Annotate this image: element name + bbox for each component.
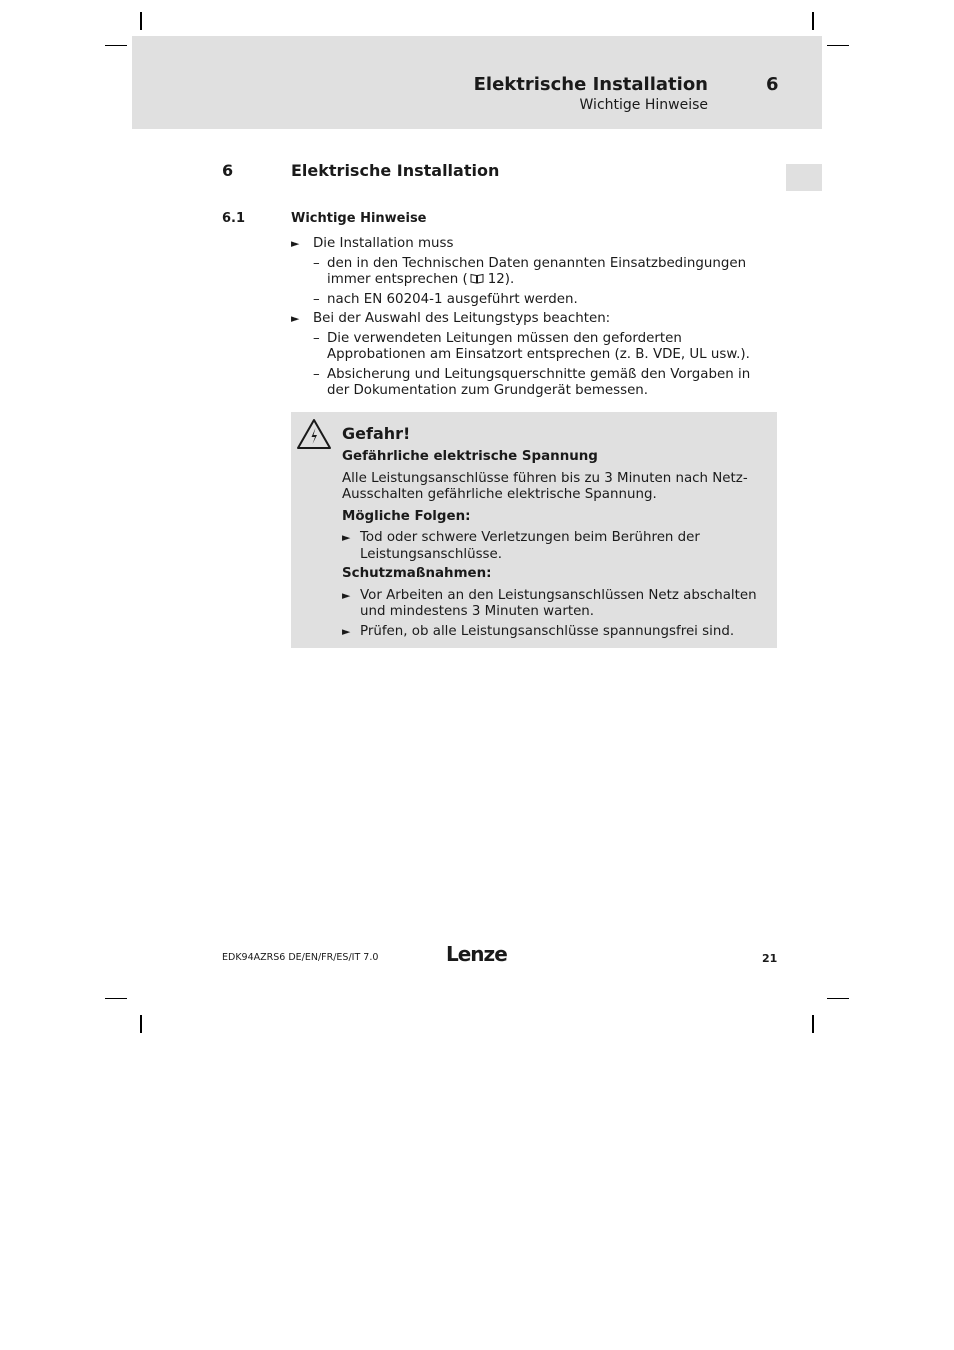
chapter-tab-marker (786, 164, 822, 191)
page-reference: 12). (487, 272, 515, 287)
list-item-text: Bei der Auswahl des Leitungstyps beachten: (313, 311, 611, 326)
danger-title: Gefahr! (342, 424, 411, 443)
subsection-title: Wichtige Hinweise (291, 211, 427, 226)
consequences-label: Mögliche Folgen: (342, 508, 471, 524)
sub-list-item (291, 331, 771, 364)
dash-marker: – (313, 291, 320, 307)
sub-list-item (291, 256, 771, 289)
sub-list-item-text: den in den Technischen Daten genannten Einsatzbedingungen immer entsprechen ( (327, 255, 747, 287)
book-reference-icon (470, 273, 484, 284)
dash-marker: – (313, 255, 320, 271)
crop-mark-bottom-right-horizontal (827, 998, 849, 999)
list-item-text: Die Installation muss (313, 236, 454, 251)
bullet-marker: ► (291, 237, 300, 250)
consequence-item (342, 530, 772, 563)
lenze-logo: Lenze (446, 942, 507, 966)
crop-mark-bottom-right-vertical (812, 1015, 814, 1033)
section-number: 6 (222, 161, 234, 180)
header-title: Elektrische Installation (473, 74, 708, 95)
danger-text: Alle Leistungsanschlüsse führen bis zu 3 Minuten nach Netz-Ausschalten gefährliche elektrische Spannung. (342, 470, 748, 502)
measures-label: Schutzmaßnahmen: (342, 566, 492, 581)
crop-mark-top-right-horizontal (827, 45, 849, 46)
subsection-number: 6.1 (222, 211, 246, 226)
section-title: Elektrische Installation (291, 161, 500, 180)
dash-marker: – (313, 330, 320, 346)
bullet-marker: ► (342, 588, 351, 602)
measure-item (342, 624, 772, 641)
crop-mark-top-right-vertical (812, 12, 814, 30)
footer-page-number: 21 (762, 952, 778, 965)
sub-list-item (291, 292, 771, 309)
bullet-marker: ► (291, 312, 300, 325)
sub-list-item-text: nach EN 60204-1 ausgeführt werden. (327, 291, 578, 307)
sub-list-item-text: Absicherung und Leitungsquerschnitte gemäß den Vorgaben in der Dokumentation zum Grundgerät bemessen. (327, 366, 751, 398)
measure-item (342, 588, 772, 621)
bullet-marker: ► (342, 531, 351, 544)
crop-mark-bottom-left-vertical (140, 1015, 142, 1033)
list-item (291, 236, 771, 253)
crop-mark-top-left-vertical (140, 12, 142, 30)
installation-list (291, 236, 771, 403)
measure-text: Prüfen, ob alle Leistungsanschlüsse spannungsfrei sind. (360, 623, 735, 639)
consequence-text: Tod oder schwere Verletzungen beim Berühren der Leistungsanschlüsse. (360, 530, 700, 562)
dash-marker: – (313, 366, 320, 382)
sub-list-item (291, 367, 771, 400)
list-item (291, 311, 771, 328)
header-subtitle: Wichtige Hinweise (579, 97, 708, 113)
danger-heading: Gefährliche elektrische Spannung (342, 449, 598, 464)
sub-list-item-text: Die verwendeten Leitungen müssen den geforderten Approbationen am Einsatzort entsprechen (z. B. VDE, UL usw.). (327, 330, 750, 362)
high-voltage-warning-icon (296, 418, 332, 450)
header-chapter-number: 6 (766, 74, 779, 95)
crop-mark-top-left-horizontal (105, 45, 127, 46)
danger-notice-content (342, 424, 772, 643)
measure-text: Vor Arbeiten an den Leistungsanschlüssen Netz abschalten und mindestens 3 Minuten warten. (360, 587, 757, 619)
bullet-marker: ► (342, 624, 351, 638)
footer-document-code: EDK94AZRS6 DE/EN/FR/ES/IT 7.0 (222, 952, 379, 963)
crop-mark-bottom-left-horizontal (105, 998, 127, 999)
